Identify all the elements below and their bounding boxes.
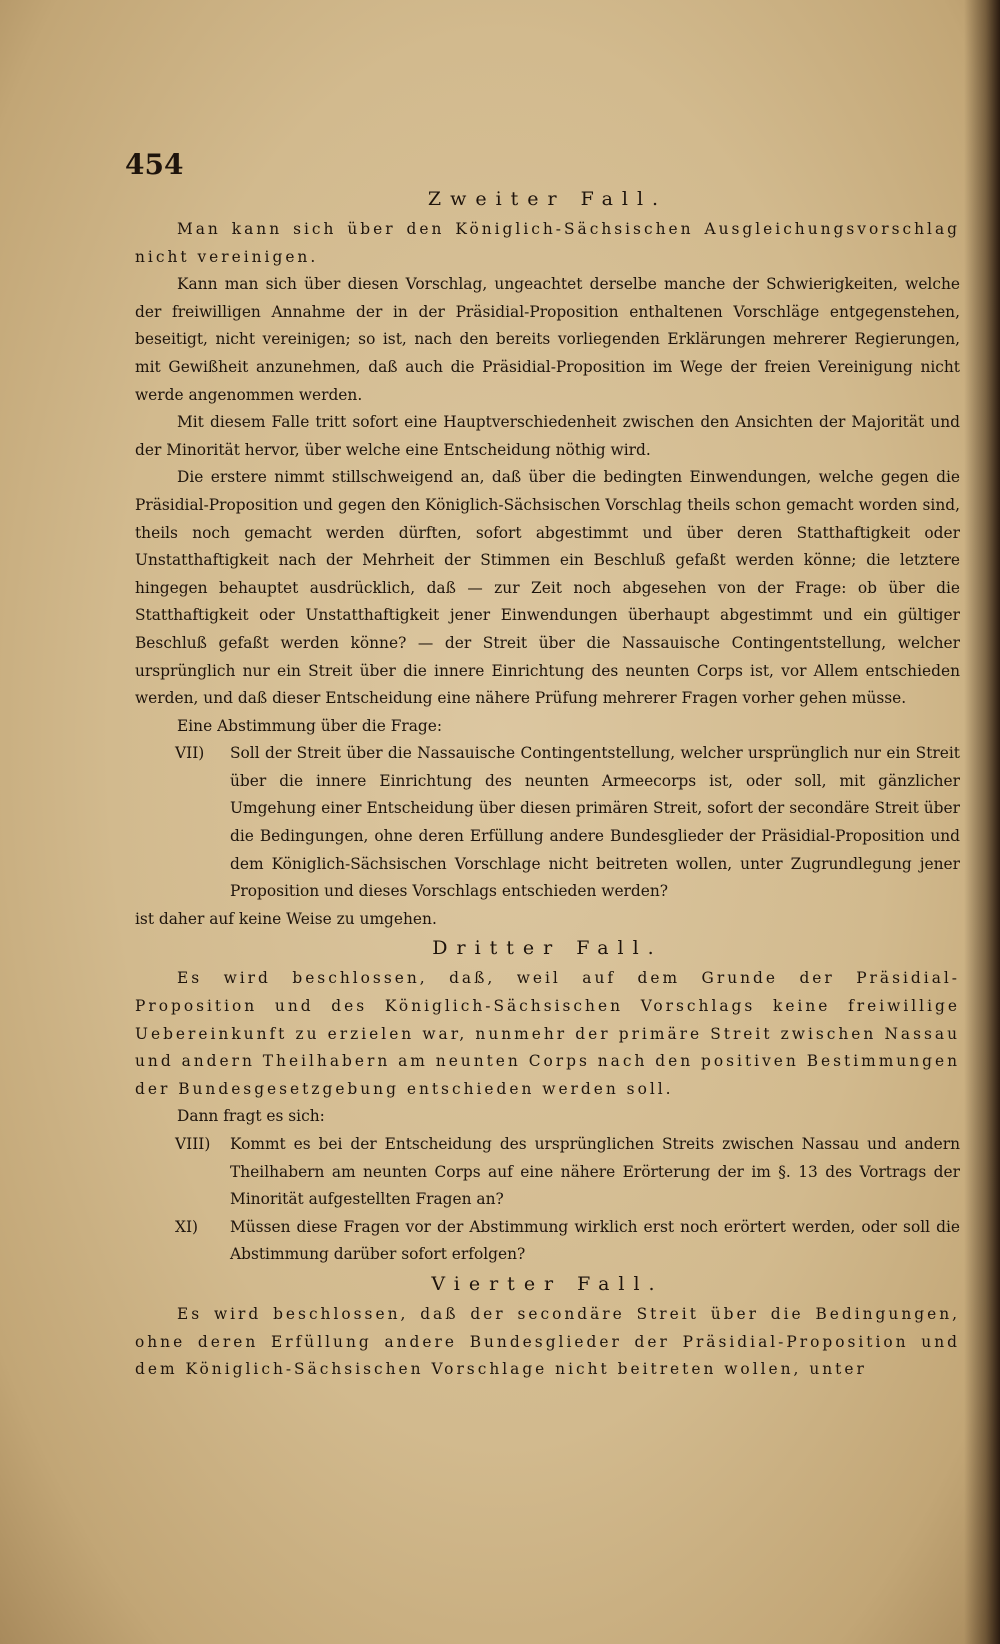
page-text (135, 184, 960, 1384)
section-heading-zweiter-fall: Zweiter Fall. (427, 188, 668, 210)
page-number: 454 (125, 148, 184, 181)
question-number: VII) (175, 744, 205, 763)
paragraph: Mit diesem Falle tritt sofort eine Hauptverschiedenheit zwischen den Ansichten der Majorität und der Minorität hervor, über welche eine Entscheidung nöthig wird. (135, 413, 960, 459)
section-heading-dritter-fall: Dritter Fall. (432, 937, 663, 960)
question-xi (135, 1214, 960, 1269)
paragraph: Man kann sich über den Königlich-Sächsischen Ausgleichungsvorschlag nicht vereinigen. (135, 220, 960, 266)
question-vii (135, 740, 960, 906)
paragraph: ist daher auf keine Weise zu umgehen. (135, 909, 437, 928)
question-number: VIII) (175, 1135, 211, 1153)
paragraph: Es wird beschlossen, daß, weil auf dem Grunde der Präsidial-Proposition und des Königlich-Sächsischen Vorschlags keine freiwillige Uebereinkunft zu erzielen war, nunmehr der primäre Streit zwischen Nassau und andern Theilhabern am neunten Corps nach den positiven Bestimmungen der Bundesgesetzgebung entschieden werden soll. (135, 969, 961, 1098)
paragraph: Dann fragt es sich: (177, 1107, 325, 1126)
paragraph: Eine Abstimmung über die Frage: (177, 716, 443, 735)
question-viii (135, 1131, 960, 1214)
section-heading-vierter-fall: Vierter Fall. (431, 1272, 664, 1295)
paragraph: Die erstere nimmt stillschweigend an, daß über die bedingten Einwendungen, welche gegen die Präsidial-Proposition und gegen den Königlich-Sächsischen Vorschlag theils schon gemacht worden sind, theils noch gemacht werden dürften, sofort abgestimmt und über deren Statthaftigkeit oder Unstatthaftigkeit nach der Mehrheit der Stimmen ein Beschluß gefaßt werden könne; die letztere hingegen behauptet ausdrücklich, daß — zur Zeit noch abgesehen von der Frage: ob über die Statthaftigkeit oder Unstatthaftigkeit jener Einwendungen überhaupt abgestimmt und ein gültiger Beschluß gefaßt werden könne? — der Streit über die Nassauische Contingentstellung, welcher ursprünglich nur ein Streit über die innere Einrichtung des neunten Corps ist, vor Allem entschieden werden, und daß dieser Entscheidung eine nähere Prüfung mehrerer Fragen vorher gehen müsse. (135, 468, 960, 708)
question-text: Müssen diese Fragen vor der Abstimmung wirklich erst noch erörtert werden, oder soll die Abstimmung darüber sofort erfolgen? (230, 1217, 960, 1264)
question-text: Kommt es bei der Entscheidung des ursprünglichen Streits zwischen Nassau und andern Theilhabern am neunten Corps auf eine nähere Erörterung der im §. 13 des Vortrags der Minorität aufgestellten Fragen an? (230, 1135, 960, 1209)
paragraph: Es wird beschlossen, daß der secondäre Streit über die Bedingungen, ohne deren Erfüllung andere Bundesglieder der Präsidial-Proposition und dem Königlich-Sächsischen Vorschlage nicht beitreten wollen, unter (135, 1304, 960, 1379)
paragraph: Kann man sich über diesen Vorschlag, ungeachtet derselbe manche der Schwierigkeiten, welche der freiwilligen Annahme der in der Präsidial-Proposition enthaltenen Vorschläge entgegenstehen, beseitigt, nicht vereinigen; so ist, nach den bereits vorliegenden Erklärungen mehrerer Regierungen, mit Gewißheit anzunehmen, daß auch die Präsidial-Proposition im Wege der freien Vereinigung nicht werde angenommen werden. (135, 275, 960, 404)
question-number: XI) (175, 1217, 199, 1236)
question-text: Soll der Streit über die Nassauische Contingentstellung, welcher ursprünglich nur ein Streit über die innere Einrichtung des neunten Armeecorps ist, oder soll, mit gänzlicher Umgehung einer Entscheidung über diesen primären Streit, sofort der secondäre Streit über die Bedingungen, ohne deren Erfüllung andere Bundesglieder der Präsidial-Proposition und dem Königlich-Sächsischen Vorschlage nicht beitreten wollen, unter Zugrundlegung jener Proposition und dieses Vorschlags entschieden werden? (230, 744, 960, 901)
